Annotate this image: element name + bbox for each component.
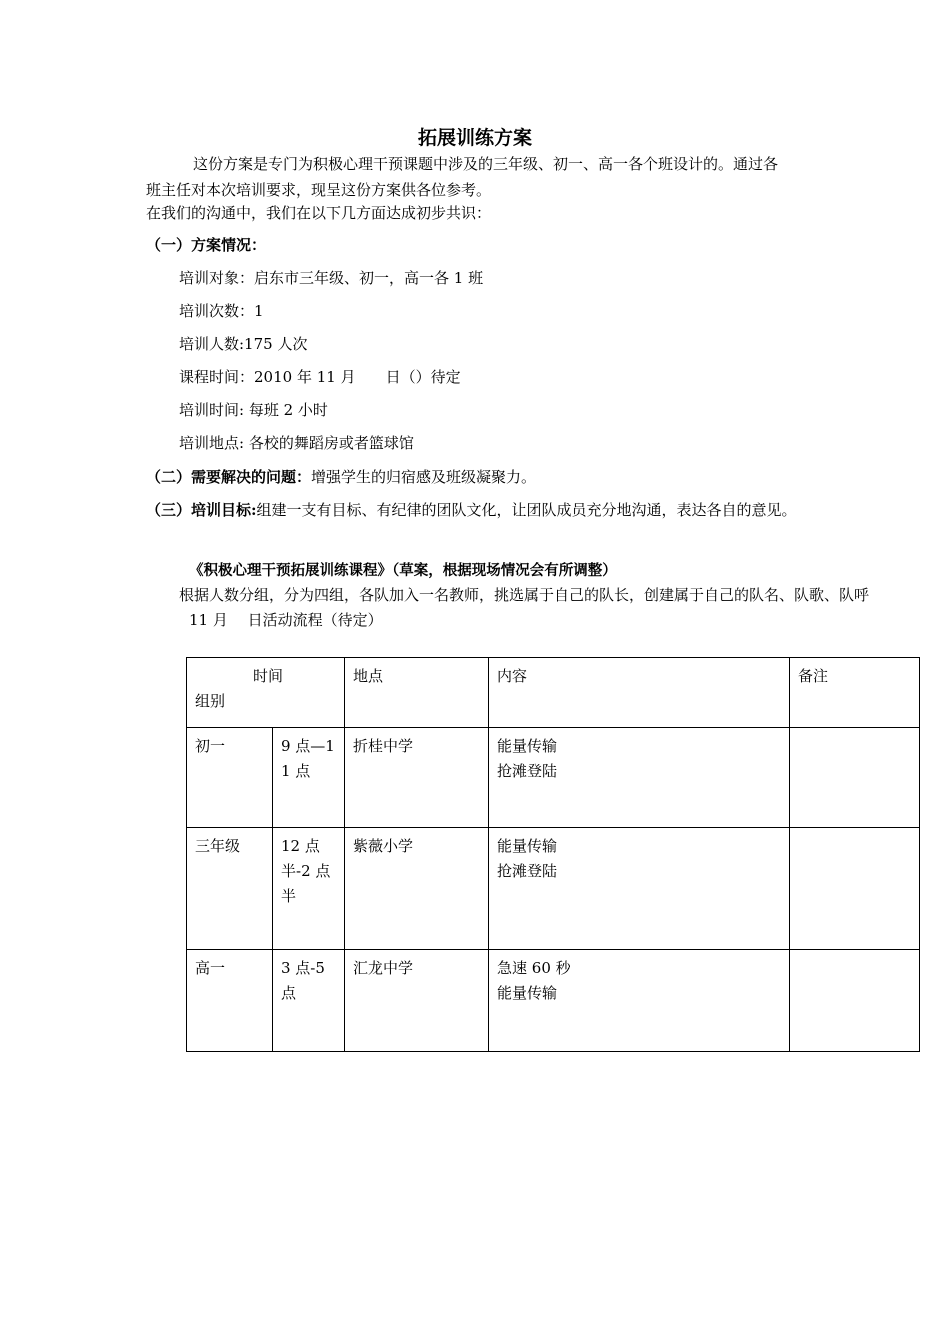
table-row [187,828,920,950]
cell-remarks [790,828,920,950]
section1-item: 培训地点: 各校的舞蹈房或者篮球馆 [179,434,414,452]
section3-heading: （三）培训目标: [146,501,257,519]
content-item: 能量传输 [497,737,558,755]
schedule-table [186,657,920,1052]
document-title: 拓展训练方案 [417,127,532,149]
cell-remarks [790,950,920,1052]
content-item: 能量传输 [497,984,558,1002]
cell-content [489,950,790,1052]
section1-item: 培训时间: 每班 2 小时 [179,401,328,419]
content-item: 抢滩登陆 [497,762,558,780]
cell-time: 12 点半-2 点半 [273,828,345,950]
course-line-2: 11 月 日活动流程（待定） [189,611,383,629]
section3 [146,500,797,520]
table-row [187,950,920,1052]
cell-remarks [790,728,920,828]
header-content: 内容 [489,658,790,728]
header-remarks: 备注 [790,658,920,728]
header-group: 组别 [195,692,226,710]
table-header-row [187,658,920,728]
cell-location: 紫薇小学 [345,828,489,950]
cell-location: 汇龙中学 [345,950,489,1052]
intro-line-2: 班主任对本次培训要求，现呈这份方案供各位参考。 [146,181,492,199]
section1-heading: （一）方案情况： [146,236,267,254]
section2-text: 增强学生的归宿感及班级凝聚力。 [311,468,537,486]
cell-time: 9 点—11 点 [273,728,345,828]
section2 [146,467,536,487]
header-location: 地点 [345,658,489,728]
cell-time: 3 点-5 点 [273,950,345,1052]
section1-item: 培训人数:175 人次 [179,335,308,353]
course-title: 《积极心理干预拓展训练课程》（草案，根据现场情况会有所调整） [189,562,617,579]
intro-line-1: 这份方案是专门为积极心理干预课题中涉及的三年级、初一、高一各个班设计的。通过各 [193,155,779,173]
cell-content [489,828,790,950]
section1-item: 课程时间：2010 年 11 月 日（）待定 [179,368,461,386]
section1-item: 培训对象：启东市三年级、初一，高一各 1 班 [179,269,484,287]
section2-heading: （二）需要解决的问题： [146,468,312,486]
content-item: 能量传输 [497,837,558,855]
header-time: 时间 [253,667,284,685]
cell-group: 高一 [187,950,273,1052]
cell-location: 折桂中学 [345,728,489,828]
section1-item: 培训次数：1 [179,302,264,320]
course-line-1: 根据人数分组，分为四组，各队加入一名教师，挑选属于自己的队长，创建属于自己的队名、队歌、队呼 [179,586,870,604]
cell-group: 三年级 [187,828,273,950]
content-item: 抢滩登陆 [497,862,558,880]
content-item: 急速 60 秒 [497,959,571,977]
section3-text: 组建一支有目标、有纪律的团队文化，让团队成员充分地沟通，表达各自的意见。 [256,501,797,519]
cell-content [489,728,790,828]
cell-group: 初一 [187,728,273,828]
header-time-group-cell [187,658,345,728]
table-row [187,728,920,828]
intro-line-3: 在我们的沟通中，我们在以下几方面达成初步共识： [146,204,492,222]
